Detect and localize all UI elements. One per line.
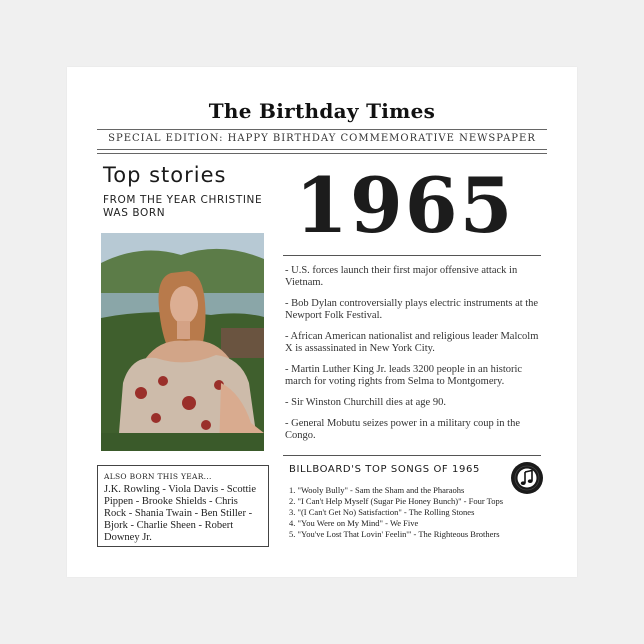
- masthead-rule-bottom: [97, 149, 547, 150]
- also-born-names: J.K. Rowling - Viola Davis - Scottie Pippen - Brooke Shields - Chris Rock - Shania Twain - Ben Stiller - Bjork - Charlie Sheen - Robert Downey Jr.: [104, 484, 256, 543]
- top-stories-heading: Top stories: [103, 163, 227, 187]
- edition-banner: SPECIAL EDITION: HAPPY BIRTHDAY COMMEMORATIVE NEWSPAPER: [108, 133, 536, 144]
- story-item: - Bob Dylan controversially plays electric instruments at the Newport Folk Festival.: [285, 298, 539, 321]
- top-songs-list: [289, 485, 551, 540]
- masthead-title: The Birthday Times: [208, 99, 436, 123]
- story-item: - Martin Luther King Jr. leads 3200 people in an historic march for voting rights from Selma to Montgomery.: [285, 364, 523, 387]
- masthead-rule-top: [97, 129, 547, 130]
- also-born-box: [97, 465, 269, 547]
- song-item: 5. "You've Lost That Lovin' Feelin'" - The Righteous Brothers: [289, 529, 500, 539]
- portrait-illustration: [101, 233, 264, 451]
- songs-divider: [283, 455, 541, 456]
- also-born-title: ALSO BORN THIS YEAR...: [104, 472, 212, 481]
- stories-divider: [283, 255, 541, 256]
- story-item: - Sir Winston Churchill dies at age 90.: [285, 397, 446, 408]
- masthead-rule-bottom-double: [97, 153, 547, 154]
- story-item: - General Mobutu seizes power in a military coup in the Congo.: [285, 418, 521, 441]
- song-item: 4. "You Were on My Mind" - We Five: [289, 518, 419, 528]
- song-item: 1. "Wooly Bully" - Sam the Sham and the Pharaohs: [289, 485, 465, 495]
- song-item: 3. "(I Can't Get No) Satisfaction" - The Rolling Stones: [289, 507, 475, 517]
- top-songs-title: BILLBOARD'S TOP SONGS OF 1965: [289, 464, 480, 475]
- story-item: - U.S. forces launch their first major offensive attack in Vietnam.: [285, 265, 518, 288]
- year-headline: 1965: [295, 161, 515, 250]
- stories-list: [285, 265, 547, 451]
- napkin-card: [67, 67, 577, 577]
- song-item: 2. "I Can't Help Myself (Sugar Pie Honey Bunch)" - Four Tops: [289, 496, 504, 506]
- portrait-photo: [101, 233, 264, 451]
- top-stories-subheading: FROM THE YEAR CHRISTINE WAS BORN: [103, 194, 263, 219]
- story-item: - African American nationalist and religious leader Malcolm X is assassinated in New York City.: [285, 331, 539, 354]
